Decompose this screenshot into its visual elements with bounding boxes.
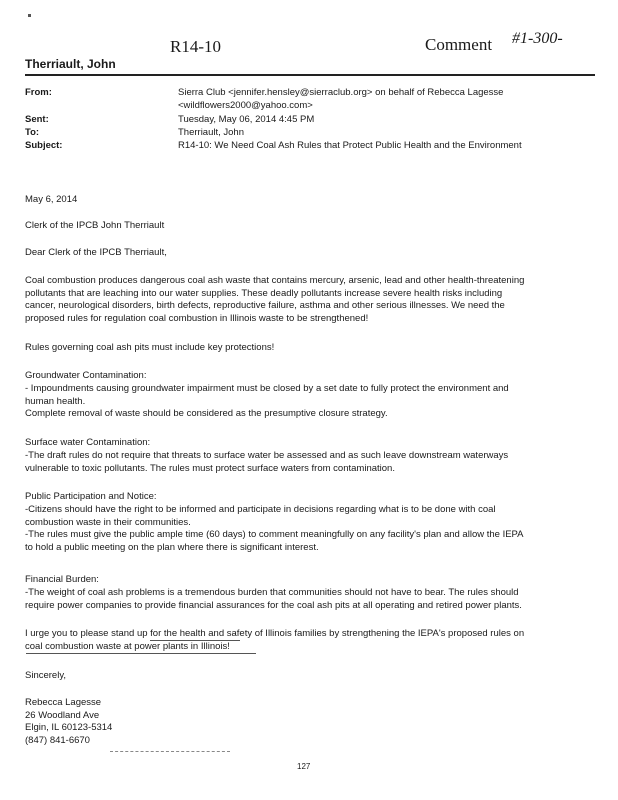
sent-label: Sent:	[25, 114, 49, 125]
letter-urge: I urge you to please stand up for the health and safety of Illinois families by strengthening the IEPA's proposed rules on coal combustion waste at power plants in Illinois!	[25, 628, 525, 652]
comment-label: Comment	[425, 35, 493, 54]
to-value: Therriault, John	[178, 127, 245, 138]
letter-protections: Rules governing coal ash pits must include key protections!	[25, 342, 275, 353]
public-text: -Citizens should have the right to be informed and participate in decisions regarding what is to be done with coal combustion waste in their communities. -The rules must give the public ample time (60 days) to comment meaningfully on any facility's plan and allow the IEPA to hold a public meeting on the plan where there is significant interest.	[25, 504, 524, 553]
groundwater-text: - Impoundments causing groundwater impairment must be closed by a set date to fully protect the environment and human health. Complete removal of waste should be considered as the presumptive closure strategy.	[25, 383, 509, 419]
financial-heading: Financial Burden:	[25, 574, 99, 585]
letter-closing: Sincerely,	[25, 670, 67, 681]
recipient-name: Therriault, John	[25, 57, 116, 71]
docket-code: R14-10	[170, 37, 221, 56]
letter-salutation: Dear Clerk of the IPCB Therriault,	[25, 247, 167, 258]
page-number: 127	[297, 762, 311, 771]
from-label: From:	[25, 87, 52, 98]
scan-artifact-line	[110, 751, 230, 753]
financial-text: -The weight of coal ash problems is a tremendous burden that communities should not have to bear. The rules should require power companies to provide financial assurances for the coal ash pits at all operating and retired power plants.	[25, 587, 522, 611]
handwritten-underline	[26, 653, 256, 654]
letter-addressee: Clerk of the IPCB John Therriault	[25, 220, 165, 231]
surface-text: -The draft rules do not require that threats to surface water be assessed and as such leave downstream waterways vulnerable to toxic pollutants. The rules must protect surface waters from contamination.	[25, 450, 509, 474]
scan-mark	[28, 14, 31, 17]
header-rule	[25, 74, 595, 76]
groundwater-heading: Groundwater Contamination:	[25, 370, 147, 381]
letter-intro: Coal combustion produces dangerous coal ash waste that contains mercury, arsenic, lead and other health-threatening pollutants that are leaching into our water supplies. These deadly pollutants increase severe health risks including cancer, neurological disorders, birth defects, reproductive failure, asthma and other serious illnesses. We need the proposed rules for regulation coal combustion in Illinois waste to be strengthened!	[25, 275, 525, 324]
subject-label: Subject:	[25, 140, 63, 151]
letter-date: May 6, 2014	[25, 194, 78, 205]
handwritten-underline	[150, 640, 240, 641]
signature-block: Rebecca Lagesse 26 Woodland Ave Elgin, IL 60123-5314 (847) 841-6670	[25, 697, 113, 746]
from-value: Sierra Club <jennifer.hensley@sierraclub.org> on behalf of Rebecca Lagesse <wildflowers2000@yahoo.com>	[178, 87, 504, 111]
surface-heading: Surface water Contamination:	[25, 437, 151, 448]
sent-value: Tuesday, May 06, 2014 4:45 PM	[178, 114, 315, 125]
comment-number: #1-300-	[512, 30, 563, 47]
public-heading: Public Participation and Notice:	[25, 491, 157, 502]
subject-value: R14-10: We Need Coal Ash Rules that Protect Public Health and the Environment	[178, 140, 522, 151]
to-label: To:	[25, 127, 40, 138]
